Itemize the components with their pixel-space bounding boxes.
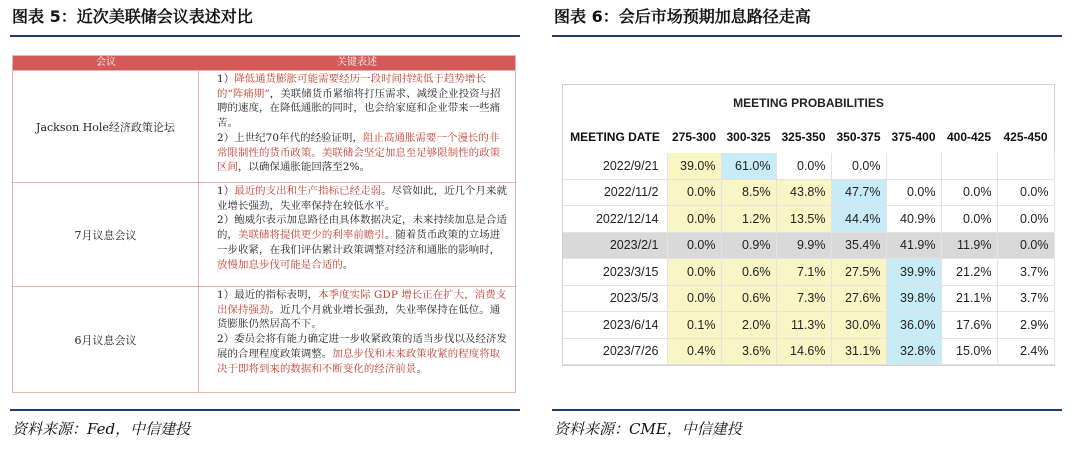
column-header: 300-325 bbox=[726, 130, 771, 144]
probability-cell: 27.6% bbox=[831, 285, 886, 312]
meeting-date: 2022/9/21 bbox=[563, 153, 667, 179]
probability-cell: 0.0% bbox=[997, 179, 1054, 206]
statement-paragraph: 2）委员会将有能力确定进一步收紧政策的适当步伐以及经济发展的合理程度政策调整。加息步伐和未来政策收紧的程度将取决于即将到来的数据和不断变化的经济前景。 bbox=[217, 333, 507, 375]
probability-cell: 0.0% bbox=[667, 206, 721, 233]
header-key-statements: 关键表述 bbox=[337, 57, 377, 68]
meeting-date: 2023/6/14 bbox=[563, 312, 667, 339]
probability-cell: 39.0% bbox=[667, 153, 721, 179]
meeting-probabilities-table bbox=[562, 84, 1055, 366]
probability-cell: 13.5% bbox=[776, 206, 831, 233]
source-rule bbox=[552, 409, 1062, 411]
probability-cell: 44.4% bbox=[831, 206, 886, 233]
probability-cell bbox=[941, 153, 997, 179]
key-statement bbox=[199, 71, 515, 182]
probability-cell: 11.9% bbox=[941, 232, 997, 259]
column-header: 275-300 bbox=[671, 130, 717, 144]
column-header: 350-375 bbox=[836, 130, 881, 144]
figure-5-title: 图表 5：近次美联储会议表述对比 bbox=[12, 7, 253, 26]
table-row bbox=[13, 182, 515, 286]
probability-cell: 14.6% bbox=[776, 338, 831, 365]
probability-cell: 1.2% bbox=[721, 206, 776, 233]
probability-cell: 36.0% bbox=[886, 312, 941, 339]
probability-cell: 0.6% bbox=[721, 285, 776, 312]
table-row bbox=[563, 179, 1054, 206]
meeting-date: 2023/5/3 bbox=[563, 285, 667, 312]
probability-cell: 2.9% bbox=[997, 312, 1054, 339]
probability-cell: 0.0% bbox=[667, 179, 721, 206]
header-meeting: 会议 bbox=[96, 57, 116, 68]
probability-cell: 31.1% bbox=[831, 338, 886, 365]
table-row-highlighted bbox=[563, 232, 1054, 259]
probability-cell: 0.0% bbox=[941, 179, 997, 206]
probability-cell: 2.0% bbox=[721, 312, 776, 339]
probability-cell: 35.4% bbox=[831, 232, 886, 259]
table-row bbox=[563, 338, 1054, 365]
probability-cell: 30.0% bbox=[831, 312, 886, 339]
probability-cell: 21.1% bbox=[941, 285, 997, 312]
meeting-date: 2022/12/14 bbox=[563, 206, 667, 233]
table-row bbox=[563, 312, 1054, 339]
probability-cell: 3.6% bbox=[721, 338, 776, 365]
column-header: 400-425 bbox=[946, 130, 992, 144]
table-row bbox=[13, 286, 515, 392]
key-statement bbox=[199, 183, 515, 286]
probability-cell: 9.9% bbox=[776, 232, 831, 259]
probability-cell: 43.8% bbox=[776, 179, 831, 206]
table-row bbox=[563, 206, 1054, 233]
figure-5-panel bbox=[10, 0, 520, 450]
probability-cell: 7.3% bbox=[776, 285, 831, 312]
probability-cell: 39.9% bbox=[886, 259, 941, 286]
probability-cell bbox=[997, 153, 1054, 179]
probability-cell: 0.0% bbox=[997, 232, 1054, 259]
probability-cell: 8.5% bbox=[721, 179, 776, 206]
probability-cell: 0.0% bbox=[776, 153, 831, 179]
statement-paragraph: 2）上世纪70年代的经验证明，阻止高通胀需要一个漫长的非常限制性的货币政策。美联储会坚定加息至足够限制性的政策区间，以确保通胀能回落至2%。 bbox=[217, 131, 501, 174]
key-statement bbox=[199, 287, 515, 392]
probability-cell: 0.0% bbox=[667, 259, 721, 286]
probability-cell: 15.0% bbox=[941, 338, 997, 365]
figure-6-source: 资料来源：CME，中信建投 bbox=[554, 420, 742, 438]
column-header: 325-350 bbox=[781, 130, 826, 144]
table-title: MEETING PROBABILITIES bbox=[733, 96, 884, 110]
probability-cell: 3.7% bbox=[997, 285, 1054, 312]
probability-cell: 0.4% bbox=[667, 338, 721, 365]
figure-5-source: 资料来源：Fed，中信建投 bbox=[12, 420, 191, 438]
probability-cell: 0.0% bbox=[667, 232, 721, 259]
meeting-name: Jackson Hole经济政策论坛 bbox=[13, 71, 199, 182]
table-row bbox=[563, 285, 1054, 312]
statement-paragraph: 1）最近的指标表明，本季度实际 GDP 增长正在扩大，消费支出保持强劲。近几个月就业增长强劲，失业率保持在低位。通货膨胀仍然居高不下。 bbox=[217, 289, 507, 331]
probability-cell: 0.0% bbox=[997, 206, 1054, 233]
meeting-date: 2023/3/15 bbox=[563, 259, 667, 286]
probability-cell: 21.2% bbox=[941, 259, 997, 286]
figure-6-title: 图表 6：会后市场预期加息路径走高 bbox=[554, 7, 811, 26]
probability-cell: 61.0% bbox=[721, 153, 776, 179]
column-header: 425-450 bbox=[1003, 130, 1048, 144]
probability-cell: 11.3% bbox=[776, 312, 831, 339]
table-row bbox=[563, 153, 1054, 179]
probability-cell: 0.9% bbox=[721, 232, 776, 259]
probability-cell: 17.6% bbox=[941, 312, 997, 339]
probability-cell bbox=[886, 153, 941, 179]
statement-paragraph: 1）降低通货膨胀可能需要经历一段时间持续低于趋势增长的“阵痛期”，美联储货币紧缩将打压需求、减缓企业投资与招聘的速度，在降低通胀的同时，也会给家庭和企业带来一些痛苦。 bbox=[217, 73, 501, 130]
probability-grid bbox=[563, 121, 1055, 365]
probability-cell: 40.9% bbox=[886, 206, 941, 233]
statement-paragraph: 1）最近的支出和生产指标已经走弱。尽管如此，近几个月来就业增长强劲，失业率保持在较低水平。 bbox=[217, 185, 507, 212]
probability-cell: 32.8% bbox=[886, 338, 941, 365]
table-row bbox=[13, 70, 515, 182]
probability-cell: 0.0% bbox=[886, 179, 941, 206]
probability-cell: 0.6% bbox=[721, 259, 776, 286]
column-header: 375-400 bbox=[891, 130, 936, 144]
column-header: MEETING DATE bbox=[570, 130, 660, 144]
probability-cell: 47.7% bbox=[831, 179, 886, 206]
probability-cell: 27.5% bbox=[831, 259, 886, 286]
header-row bbox=[563, 121, 1054, 153]
meeting-name: 7月议息会议 bbox=[13, 183, 199, 286]
probability-cell: 2.4% bbox=[997, 338, 1054, 365]
probability-cell: 39.8% bbox=[886, 285, 941, 312]
title-rule bbox=[10, 35, 520, 37]
meeting-name: 6月议息会议 bbox=[13, 287, 199, 392]
title-rule bbox=[552, 35, 1062, 37]
meeting-date: 2023/7/26 bbox=[563, 338, 667, 365]
statement-paragraph: 2）鲍威尔表示加息路径由具体数据决定，未来持续加息是合适的，美联储将提供更少的利率前瞻引。随着货币政策的立场进一步收紧，在我们评估累计政策调整对经济和通胀的影响时，放慢加息步伐可能是合适的。 bbox=[217, 214, 507, 271]
source-rule bbox=[10, 409, 520, 411]
meeting-date: 2023/2/1 bbox=[563, 232, 667, 259]
table-row bbox=[563, 259, 1054, 286]
figure-6-panel bbox=[552, 0, 1062, 450]
fed-statements-table bbox=[12, 55, 516, 393]
meeting-date: 2022/11/2 bbox=[563, 179, 667, 206]
probability-cell: 0.1% bbox=[667, 312, 721, 339]
probability-cell: 0.0% bbox=[831, 153, 886, 179]
probability-cell: 41.9% bbox=[886, 232, 941, 259]
probability-cell: 3.7% bbox=[997, 259, 1054, 286]
probability-cell: 0.0% bbox=[941, 206, 997, 233]
table-header bbox=[13, 56, 515, 70]
probability-cell: 7.1% bbox=[776, 259, 831, 286]
probability-cell: 0.0% bbox=[667, 285, 721, 312]
